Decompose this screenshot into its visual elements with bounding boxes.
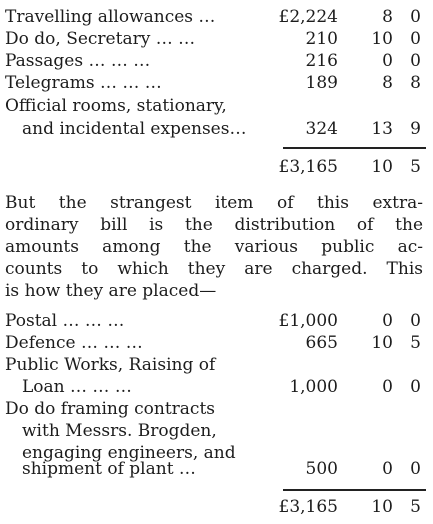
total-shillings: 10 — [371, 497, 393, 517]
amount-shillings: 0 — [382, 377, 393, 397]
row-label: Loan … … … — [22, 377, 132, 397]
amount-shillings: 10 — [371, 333, 393, 353]
row-label: Do do framing contracts — [5, 399, 216, 419]
paragraph-line: amounts among the various public ac- — [5, 237, 423, 257]
table-row — [0, 95, 433, 117]
row-label: Travelling allowances … — [5, 7, 216, 27]
amount-pence: 0 — [410, 51, 421, 71]
row-label: shipment of plant … — [22, 459, 196, 479]
row-label: engaging engineers, and — [22, 443, 236, 463]
row-label: and incidental expenses… — [22, 119, 247, 139]
total-pence: 5 — [410, 157, 421, 177]
amount-pence: 0 — [410, 311, 421, 331]
row-label: Official rooms, stationary, — [5, 96, 227, 116]
amount-pence: 0 — [410, 459, 421, 479]
row-label: Defence … … … — [5, 333, 143, 353]
total-rule — [283, 489, 426, 491]
amount-pence: 0 — [410, 377, 421, 397]
amount-shillings: 8 — [382, 7, 393, 27]
amount-pence: 0 — [410, 7, 421, 27]
table-row — [0, 28, 433, 50]
body-paragraph — [5, 192, 423, 302]
row-label: Telegrams … … … — [5, 73, 162, 93]
table-row — [0, 420, 433, 442]
total-shillings: 10 — [371, 157, 393, 177]
table-row — [0, 458, 433, 480]
amount-pounds: 500 — [305, 459, 338, 479]
table-row — [0, 72, 433, 94]
amount-pounds: 216 — [305, 51, 338, 71]
amount-shillings: 13 — [371, 119, 393, 139]
paragraph-line: counts to which they are charged. This — [5, 259, 423, 279]
row-label: Postal … … … — [5, 311, 125, 331]
paragraph-line: But the strangest item of this extra- — [5, 193, 423, 213]
amount-pounds: £1,000 — [278, 311, 338, 331]
total-pence: 5 — [410, 497, 421, 517]
amount-pence: 5 — [410, 333, 421, 353]
amount-pence: 0 — [410, 29, 421, 49]
amount-pounds: £2,224 — [278, 7, 338, 27]
amount-shillings: 10 — [371, 29, 393, 49]
table-row — [0, 50, 433, 72]
amount-pounds: 189 — [305, 73, 338, 93]
amount-pounds: 665 — [305, 333, 338, 353]
total-rule — [283, 147, 426, 149]
amount-shillings: 0 — [382, 459, 393, 479]
table-row — [0, 332, 433, 354]
paragraph-line: ordinary bill is the distribution of the — [5, 215, 423, 235]
row-label: Public Works, Raising of — [5, 355, 216, 375]
table-row — [0, 118, 433, 140]
paragraph-line: is how they are placed— — [5, 281, 217, 301]
table-row — [0, 6, 433, 28]
amount-pounds: 210 — [305, 29, 338, 49]
total-pounds: £3,165 — [278, 157, 338, 177]
amount-pounds: 1,000 — [289, 377, 338, 397]
total-row — [0, 156, 433, 178]
table-row — [0, 376, 433, 398]
amount-shillings: 0 — [382, 51, 393, 71]
table-row — [0, 354, 433, 376]
table-row — [0, 310, 433, 332]
table-row — [0, 398, 433, 420]
row-label: Do do, Secretary … … — [5, 29, 196, 49]
total-pounds: £3,165 — [278, 497, 338, 517]
amount-pounds: 324 — [305, 119, 338, 139]
row-label: Passages … … … — [5, 51, 151, 71]
amount-shillings: 0 — [382, 311, 393, 331]
row-label: with Messrs. Brogden, — [22, 421, 217, 441]
amount-pence: 9 — [410, 119, 421, 139]
total-row — [0, 496, 433, 518]
amount-shillings: 8 — [382, 73, 393, 93]
amount-pence: 8 — [410, 73, 421, 93]
